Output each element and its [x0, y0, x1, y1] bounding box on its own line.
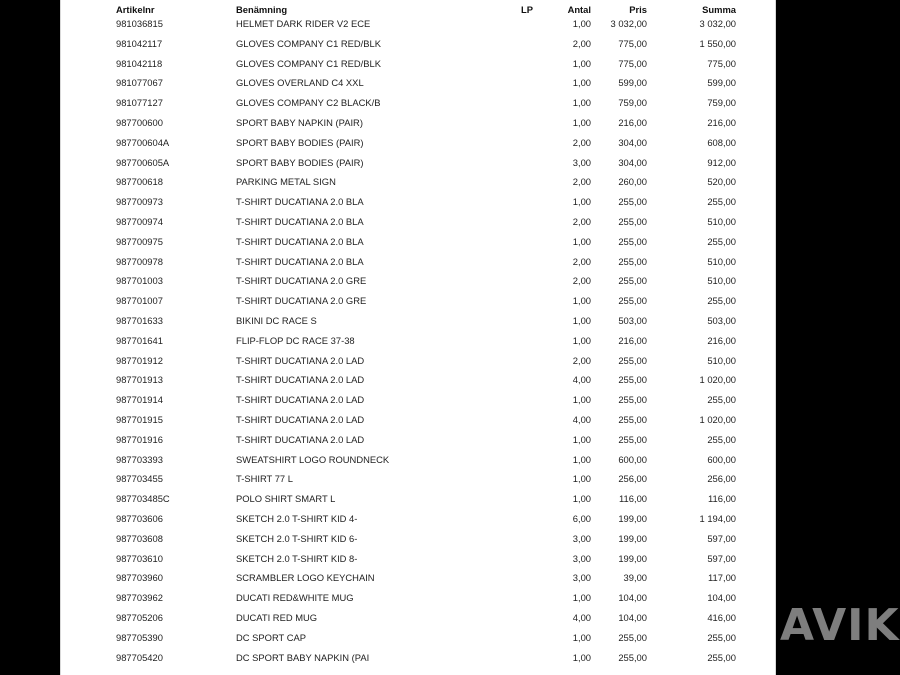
cell-artikelnr: 987700974 — [116, 216, 163, 227]
cell-benamning: BIKINI DC RACE S — [236, 315, 317, 326]
cell-benamning: SKETCH 2.0 T-SHIRT KID 4- — [236, 513, 358, 524]
cell-benamning: HELMET DARK RIDER V2 ECE — [236, 18, 371, 29]
cell-antal: 3,00 — [572, 156, 591, 168]
cell-benamning: T-SHIRT DUCATIANA 2.0 LAD — [236, 433, 365, 445]
cell-artikelnr: 987700978 — [116, 255, 163, 267]
table-row — [61, 568, 776, 588]
table-row — [61, 271, 776, 291]
cell-benamning: T-SHIRT DUCATIANA 2.0 BLA — [236, 216, 364, 227]
cell-summa: 116,00 — [708, 493, 736, 505]
cell-artikelnr: 987701912 — [116, 354, 163, 366]
cell-benamning: GLOVES COMPANY C1 RED/BLK — [236, 37, 382, 49]
cell-antal: 2,00 — [572, 354, 591, 366]
cell-pris: 759,00 — [618, 97, 647, 109]
cell-pris: 255,00 — [618, 631, 647, 643]
table-row — [61, 628, 776, 648]
cell-summa: 1 194,00 — [699, 513, 736, 524]
table-row — [61, 14, 776, 34]
cell-pris: 255,00 — [618, 354, 647, 366]
table-row — [61, 291, 776, 311]
cell-artikelnr: 987705390 — [116, 631, 163, 643]
cell-summa: 510,00 — [707, 275, 736, 287]
cell-summa: 510,00 — [707, 354, 736, 366]
table-row — [61, 311, 776, 331]
cell-summa: 255,00 — [707, 295, 736, 307]
header-artikelnr: Artikelnr — [116, 4, 155, 15]
cell-antal: 3,00 — [572, 532, 591, 544]
table-row — [61, 331, 776, 351]
cell-summa: 216,00 — [707, 334, 736, 346]
cell-benamning: SKETCH 2.0 T-SHIRT KID 8- — [236, 552, 358, 564]
cell-antal: 1,00 — [572, 77, 591, 89]
cell-pris: 503,00 — [618, 315, 647, 326]
cell-benamning: GLOVES COMPANY C1 RED/BLK — [236, 57, 382, 69]
cell-benamning: SPORT BABY BODIES (PAIR) — [236, 136, 364, 148]
cell-pris: 255,00 — [618, 255, 647, 267]
table-row — [61, 54, 776, 74]
cell-benamning: T-SHIRT DUCATIANA 2.0 LAD — [236, 354, 365, 366]
cell-benamning: SWEATSHIRT LOGO ROUNDNECK — [236, 453, 390, 465]
table-row — [61, 172, 776, 192]
cell-artikelnr: 987701913 — [116, 374, 163, 386]
cell-summa: 597,00 — [707, 552, 736, 564]
cell-artikelnr: 987701915 — [116, 414, 163, 425]
cell-artikelnr: 981077127 — [116, 97, 163, 109]
table-row — [61, 469, 776, 489]
cell-summa: 3 032,00 — [699, 18, 736, 29]
cell-summa: 117,00 — [708, 572, 736, 584]
table-row — [61, 93, 776, 113]
cell-antal: 2,00 — [572, 255, 591, 267]
cell-summa: 775,00 — [707, 57, 736, 69]
cell-artikelnr: 981077067 — [116, 77, 163, 89]
cell-antal: 3,00 — [572, 572, 591, 584]
cell-pris: 39,00 — [623, 572, 647, 584]
cell-pris: 599,00 — [618, 77, 647, 89]
cell-antal: 1,00 — [572, 334, 591, 346]
cell-benamning: GLOVES OVERLAND C4 XXL — [236, 77, 364, 89]
cell-summa: 520,00 — [707, 176, 736, 188]
cell-artikelnr: 987703606 — [116, 513, 163, 524]
table-row — [61, 153, 776, 173]
cell-benamning: DC SPORT BABY NAPKIN (PAI — [236, 651, 370, 663]
cell-summa: 599,00 — [707, 77, 736, 89]
cell-summa: 255,00 — [707, 631, 736, 643]
cell-antal: 1,00 — [572, 57, 591, 69]
cell-artikelnr: 981042117 — [116, 37, 163, 49]
cell-summa: 912,00 — [707, 156, 736, 168]
cell-summa: 255,00 — [707, 433, 736, 445]
cell-antal: 1,00 — [572, 315, 591, 326]
cell-summa: 255,00 — [707, 235, 736, 247]
table-row — [61, 192, 776, 212]
cell-pris: 255,00 — [618, 651, 647, 663]
cell-benamning: POLO SHIRT SMART L — [236, 493, 336, 505]
cell-benamning: SKETCH 2.0 T-SHIRT KID 6- — [236, 532, 358, 544]
cell-antal: 1,00 — [572, 592, 591, 604]
cell-benamning: DUCATI RED MUG — [236, 612, 318, 623]
cell-antal: 1,00 — [572, 18, 591, 29]
cell-antal: 4,00 — [572, 612, 591, 623]
cell-antal: 2,00 — [572, 136, 591, 148]
cell-antal: 1,00 — [572, 631, 591, 643]
table-row — [61, 588, 776, 608]
cell-summa: 255,00 — [707, 651, 736, 663]
cell-artikelnr: 987703393 — [116, 453, 163, 465]
table-row — [61, 390, 776, 410]
cell-artikelnr: 987701007 — [116, 295, 163, 307]
cell-artikelnr: 987700975 — [116, 235, 163, 247]
table-row — [61, 113, 776, 133]
cell-benamning: GLOVES COMPANY C2 BLACK/B — [236, 97, 381, 109]
cell-benamning: DUCATI RED&WHITE MUG — [236, 592, 354, 604]
table-row — [61, 34, 776, 54]
cell-benamning: T-SHIRT 77 L — [236, 473, 293, 485]
cell-antal: 1,00 — [572, 117, 591, 128]
cell-pris: 255,00 — [618, 394, 647, 406]
header-antal: Antal — [567, 4, 591, 15]
cell-pris: 199,00 — [618, 552, 647, 564]
cell-summa: 216,00 — [707, 117, 736, 128]
cell-summa: 503,00 — [707, 315, 736, 326]
cell-antal: 4,00 — [572, 374, 591, 386]
cell-benamning: T-SHIRT DUCATIANA 2.0 BLA — [236, 255, 364, 267]
cell-benamning: SPORT BABY NAPKIN (PAIR) — [236, 117, 363, 128]
cell-summa: 416,00 — [707, 612, 736, 623]
cell-artikelnr: 987705420 — [116, 651, 163, 663]
cell-summa: 759,00 — [707, 97, 736, 109]
cell-summa: 510,00 — [707, 255, 736, 267]
cell-pris: 256,00 — [618, 473, 647, 485]
cell-benamning: DC SPORT CAP — [236, 631, 306, 643]
cell-summa: 256,00 — [707, 473, 736, 485]
table-row — [61, 133, 776, 153]
cell-pris: 255,00 — [618, 295, 647, 307]
cell-pris: 255,00 — [618, 374, 647, 386]
table-row — [61, 212, 776, 232]
cell-artikelnr: 987701003 — [116, 275, 163, 287]
cell-antal: 2,00 — [572, 216, 591, 227]
cell-antal: 1,00 — [572, 295, 591, 307]
cell-antal: 1,00 — [572, 493, 591, 505]
cell-pris: 216,00 — [618, 334, 647, 346]
cell-pris: 255,00 — [618, 414, 647, 425]
cell-summa: 255,00 — [707, 196, 736, 208]
cell-artikelnr: 987703455 — [116, 473, 163, 485]
table-row — [61, 410, 776, 430]
cell-pris: 199,00 — [618, 532, 647, 544]
cell-pris: 255,00 — [618, 235, 647, 247]
cell-benamning: FLIP-FLOP DC RACE 37-38 — [236, 334, 355, 346]
cell-artikelnr: 987705206 — [116, 612, 163, 623]
cell-benamning: T-SHIRT DUCATIANA 2.0 GRE — [236, 295, 367, 307]
table-row — [61, 351, 776, 371]
cell-pris: 116,00 — [619, 493, 647, 505]
cell-artikelnr: 987703962 — [116, 592, 163, 604]
cell-antal: 1,00 — [572, 473, 591, 485]
cell-artikelnr: 987703610 — [116, 552, 163, 564]
cell-pris: 600,00 — [618, 453, 647, 465]
cell-artikelnr: 987703485C — [116, 493, 170, 505]
cell-pris: 104,00 — [618, 592, 647, 604]
cell-benamning: T-SHIRT DUCATIANA 2.0 LAD — [236, 394, 365, 406]
watermark: AVIK — [780, 600, 900, 651]
cell-antal: 1,00 — [572, 394, 591, 406]
cell-artikelnr: 987703608 — [116, 532, 163, 544]
cell-artikelnr: 987701633 — [116, 315, 163, 326]
header-pris: Pris — [629, 4, 647, 15]
cell-artikelnr: 987700973 — [116, 196, 163, 208]
cell-benamning: PARKING METAL SIGN — [236, 176, 336, 188]
cell-pris: 104,00 — [618, 612, 647, 623]
cell-summa: 600,00 — [707, 453, 736, 465]
cell-antal: 1,00 — [572, 235, 591, 247]
cell-antal: 6,00 — [572, 513, 591, 524]
cell-pris: 304,00 — [618, 156, 647, 168]
cell-antal: 1,00 — [572, 433, 591, 445]
cell-benamning: T-SHIRT DUCATIANA 2.0 BLA — [236, 196, 364, 208]
cell-antal: 2,00 — [572, 37, 591, 49]
cell-pris: 775,00 — [618, 57, 647, 69]
table-row — [61, 529, 776, 549]
cell-antal: 1,00 — [572, 97, 591, 109]
table-row — [61, 608, 776, 628]
cell-pris: 199,00 — [618, 513, 647, 524]
table-row — [61, 430, 776, 450]
table-row — [61, 232, 776, 252]
cell-antal: 1,00 — [572, 196, 591, 208]
cell-summa: 255,00 — [707, 394, 736, 406]
cell-antal: 2,00 — [572, 275, 591, 287]
cell-artikelnr: 987700618 — [116, 176, 163, 188]
table-row — [61, 252, 776, 272]
cell-pris: 3 032,00 — [610, 18, 647, 29]
cell-artikelnr: 987701914 — [116, 394, 163, 406]
cell-artikelnr: 987700600 — [116, 117, 163, 128]
cell-benamning: T-SHIRT DUCATIANA 2.0 LAD — [236, 414, 365, 425]
cell-summa: 1 020,00 — [699, 374, 736, 386]
cell-pris: 255,00 — [618, 433, 647, 445]
cell-artikelnr: 987703960 — [116, 572, 163, 584]
cell-pris: 255,00 — [618, 275, 647, 287]
header-benamning: Benämning — [236, 4, 288, 15]
cell-benamning: SPORT BABY BODIES (PAIR) — [236, 156, 364, 168]
table-row — [61, 509, 776, 529]
cell-artikelnr: 987700604A — [116, 136, 170, 148]
cell-pris: 304,00 — [618, 136, 647, 148]
cell-benamning: T-SHIRT DUCATIANA 2.0 LAD — [236, 374, 365, 386]
cell-summa: 1 020,00 — [699, 414, 736, 425]
cell-antal: 3,00 — [572, 552, 591, 564]
cell-summa: 510,00 — [707, 216, 736, 227]
cell-artikelnr: 981042118 — [116, 57, 163, 69]
table-row — [61, 73, 776, 93]
table-row — [61, 549, 776, 569]
cell-summa: 1 550,00 — [699, 37, 736, 49]
cell-pris: 260,00 — [618, 176, 647, 188]
header-summa: Summa — [702, 4, 736, 15]
cell-pris: 255,00 — [618, 196, 647, 208]
cell-artikelnr: 981036815 — [116, 18, 163, 29]
cell-pris: 255,00 — [618, 216, 647, 227]
cell-summa: 597,00 — [707, 532, 736, 544]
cell-pris: 216,00 — [618, 117, 647, 128]
table-row — [61, 489, 776, 509]
cell-antal: 1,00 — [572, 453, 591, 465]
invoice-page — [60, 0, 776, 675]
cell-summa: 608,00 — [707, 136, 736, 148]
table-row — [61, 648, 776, 668]
cell-antal: 2,00 — [572, 176, 591, 188]
cell-artikelnr: 987700605A — [116, 156, 170, 168]
table-row — [61, 450, 776, 470]
cell-pris: 775,00 — [618, 37, 647, 49]
table-row — [61, 370, 776, 390]
cell-summa: 104,00 — [707, 592, 736, 604]
cell-artikelnr: 987701916 — [116, 433, 163, 445]
cell-benamning: SCRAMBLER LOGO KEYCHAIN — [236, 572, 375, 584]
cell-antal: 1,00 — [572, 651, 591, 663]
cell-benamning: T-SHIRT DUCATIANA 2.0 GRE — [236, 275, 367, 287]
cell-artikelnr: 987701641 — [116, 334, 163, 346]
header-lp: LP — [521, 4, 533, 15]
cell-benamning: T-SHIRT DUCATIANA 2.0 BLA — [236, 235, 364, 247]
cell-antal: 4,00 — [572, 414, 591, 425]
